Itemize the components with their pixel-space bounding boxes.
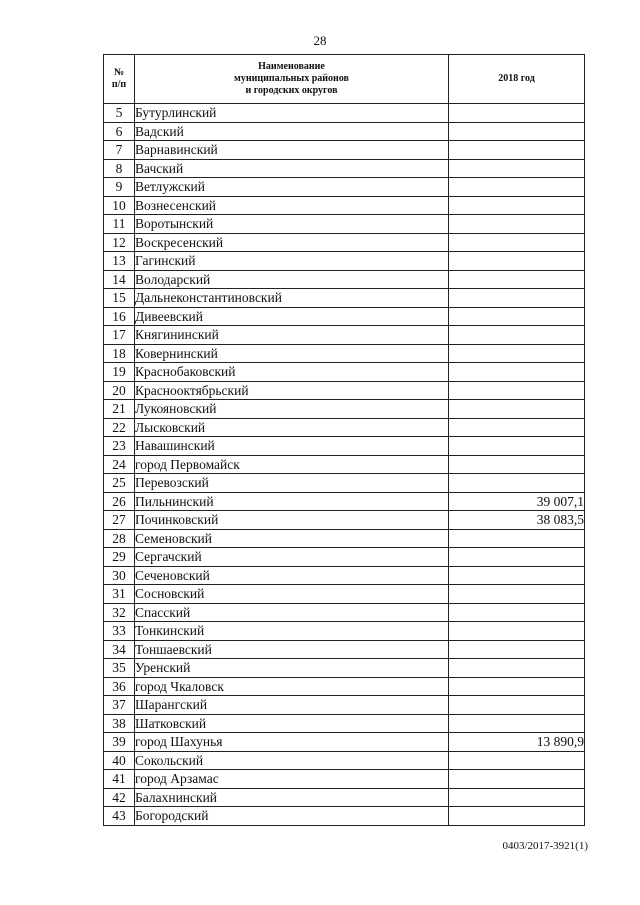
row-number: 7 xyxy=(104,141,135,160)
row-name: Шатковский xyxy=(135,714,449,733)
row-value xyxy=(449,677,585,696)
row-value xyxy=(449,788,585,807)
table-row xyxy=(104,363,585,382)
table-row xyxy=(104,437,585,456)
row-number: 22 xyxy=(104,418,135,437)
row-value: 13 890,9 xyxy=(449,733,585,752)
row-value xyxy=(449,807,585,826)
header-name xyxy=(135,55,449,104)
row-number: 19 xyxy=(104,363,135,382)
row-number: 39 xyxy=(104,733,135,752)
table-row xyxy=(104,622,585,641)
table-row xyxy=(104,455,585,474)
row-value xyxy=(449,474,585,493)
row-number: 26 xyxy=(104,492,135,511)
row-name: Дивеевский xyxy=(135,307,449,326)
table-row xyxy=(104,733,585,752)
row-value xyxy=(449,141,585,160)
page-number: 28 xyxy=(313,33,327,48)
row-value xyxy=(449,548,585,567)
row-value xyxy=(449,159,585,178)
row-name: Сергачский xyxy=(135,548,449,567)
table-row xyxy=(104,603,585,622)
row-name: город Шахунья xyxy=(135,733,449,752)
table-row xyxy=(104,529,585,548)
row-name: Вадский xyxy=(135,122,449,141)
table-row xyxy=(104,289,585,308)
header-name-line: муниципальных районов xyxy=(234,73,349,84)
row-value xyxy=(449,696,585,715)
row-value xyxy=(449,252,585,271)
row-value xyxy=(449,122,585,141)
table-row xyxy=(104,714,585,733)
row-value xyxy=(449,714,585,733)
row-name: Вачский xyxy=(135,159,449,178)
table-row xyxy=(104,492,585,511)
row-number: 18 xyxy=(104,344,135,363)
row-number: 29 xyxy=(104,548,135,567)
row-number: 13 xyxy=(104,252,135,271)
row-name: Балахнинский xyxy=(135,788,449,807)
row-name: Краснооктябрьский xyxy=(135,381,449,400)
row-name: Шарангский xyxy=(135,696,449,715)
header-num-line: п/п xyxy=(111,79,127,90)
row-number: 8 xyxy=(104,159,135,178)
row-name: Пильнинский xyxy=(135,492,449,511)
row-number: 20 xyxy=(104,381,135,400)
row-name: Воротынский xyxy=(135,215,449,234)
municipal-table xyxy=(103,54,585,826)
row-number: 43 xyxy=(104,807,135,826)
row-name: Вознесенский xyxy=(135,196,449,215)
row-number: 24 xyxy=(104,455,135,474)
table-row xyxy=(104,141,585,160)
table-row xyxy=(104,400,585,419)
table-row xyxy=(104,104,585,123)
row-name: Лукояновский xyxy=(135,400,449,419)
table-row xyxy=(104,585,585,604)
table-row xyxy=(104,215,585,234)
table-row xyxy=(104,511,585,530)
table-row xyxy=(104,122,585,141)
table-row xyxy=(104,751,585,770)
table-row xyxy=(104,270,585,289)
row-number: 41 xyxy=(104,770,135,789)
row-value: 38 083,5 xyxy=(449,511,585,530)
row-value xyxy=(449,770,585,789)
row-number: 11 xyxy=(104,215,135,234)
row-name: Гагинский xyxy=(135,252,449,271)
row-number: 5 xyxy=(104,104,135,123)
row-number: 14 xyxy=(104,270,135,289)
row-name: город Чкаловск xyxy=(135,677,449,696)
row-value xyxy=(449,529,585,548)
row-value xyxy=(449,751,585,770)
row-number: 9 xyxy=(104,178,135,197)
row-number: 28 xyxy=(104,529,135,548)
row-value xyxy=(449,659,585,678)
table-row xyxy=(104,233,585,252)
table-row xyxy=(104,566,585,585)
header-name-line: и городских округов xyxy=(245,85,338,96)
row-value xyxy=(449,566,585,585)
table-row xyxy=(104,548,585,567)
row-value xyxy=(449,104,585,123)
row-value xyxy=(449,326,585,345)
row-number: 38 xyxy=(104,714,135,733)
row-value xyxy=(449,178,585,197)
row-value xyxy=(449,289,585,308)
row-name: Сокольский xyxy=(135,751,449,770)
table-row xyxy=(104,770,585,789)
table-header-row xyxy=(104,55,585,104)
row-name: Тонкинский xyxy=(135,622,449,641)
header-year: 2018 год xyxy=(449,55,585,104)
row-name: Княгининский xyxy=(135,326,449,345)
row-name: Спасский xyxy=(135,603,449,622)
row-name: город Первомайск xyxy=(135,455,449,474)
row-value xyxy=(449,381,585,400)
row-name: город Арзамас xyxy=(135,770,449,789)
row-number: 37 xyxy=(104,696,135,715)
row-name: Сосновский xyxy=(135,585,449,604)
row-number: 42 xyxy=(104,788,135,807)
row-number: 36 xyxy=(104,677,135,696)
row-number: 31 xyxy=(104,585,135,604)
header-num xyxy=(104,55,135,104)
row-value xyxy=(449,270,585,289)
row-name: Воскресенский xyxy=(135,233,449,252)
row-name: Краснобаковский xyxy=(135,363,449,382)
row-value xyxy=(449,585,585,604)
table-row xyxy=(104,252,585,271)
row-name: Тоншаевский xyxy=(135,640,449,659)
row-number: 17 xyxy=(104,326,135,345)
row-number: 34 xyxy=(104,640,135,659)
row-number: 35 xyxy=(104,659,135,678)
row-value xyxy=(449,640,585,659)
row-value xyxy=(449,233,585,252)
table-row xyxy=(104,326,585,345)
header-num-line: № xyxy=(113,67,125,78)
row-value xyxy=(449,603,585,622)
row-value xyxy=(449,215,585,234)
row-number: 23 xyxy=(104,437,135,456)
table-row xyxy=(104,807,585,826)
row-name: Богородский xyxy=(135,807,449,826)
row-number: 30 xyxy=(104,566,135,585)
row-name: Варнавинский xyxy=(135,141,449,160)
table-row xyxy=(104,677,585,696)
row-number: 33 xyxy=(104,622,135,641)
row-name: Бутурлинский xyxy=(135,104,449,123)
table-row xyxy=(104,696,585,715)
table-row xyxy=(104,418,585,437)
table-row xyxy=(104,196,585,215)
row-name: Володарский xyxy=(135,270,449,289)
row-value xyxy=(449,418,585,437)
table-row xyxy=(104,178,585,197)
row-name: Ковернинский xyxy=(135,344,449,363)
row-number: 10 xyxy=(104,196,135,215)
row-value xyxy=(449,455,585,474)
row-number: 40 xyxy=(104,751,135,770)
row-number: 16 xyxy=(104,307,135,326)
row-name: Сеченовский xyxy=(135,566,449,585)
header-name-line: Наименование xyxy=(258,61,325,72)
row-number: 25 xyxy=(104,474,135,493)
row-value xyxy=(449,307,585,326)
table-row xyxy=(104,640,585,659)
table-row xyxy=(104,659,585,678)
row-value xyxy=(449,437,585,456)
row-number: 32 xyxy=(104,603,135,622)
row-value xyxy=(449,400,585,419)
document-code: 0403/2017-3921(1) xyxy=(502,840,588,852)
row-number: 12 xyxy=(104,233,135,252)
row-name: Семеновский xyxy=(135,529,449,548)
row-name: Навашинский xyxy=(135,437,449,456)
row-name: Починковский xyxy=(135,511,449,530)
row-value xyxy=(449,196,585,215)
row-number: 21 xyxy=(104,400,135,419)
row-value xyxy=(449,344,585,363)
table-body xyxy=(104,104,585,826)
table-row xyxy=(104,788,585,807)
row-value: 39 007,1 xyxy=(449,492,585,511)
row-name: Уренский xyxy=(135,659,449,678)
table-row xyxy=(104,474,585,493)
table-row xyxy=(104,159,585,178)
row-value xyxy=(449,363,585,382)
row-name: Лысковский xyxy=(135,418,449,437)
row-name: Ветлужский xyxy=(135,178,449,197)
row-value xyxy=(449,622,585,641)
table-row xyxy=(104,381,585,400)
row-name: Дальнеконстантиновский xyxy=(135,289,449,308)
row-name: Перевозский xyxy=(135,474,449,493)
row-number: 15 xyxy=(104,289,135,308)
row-number: 27 xyxy=(104,511,135,530)
table-row xyxy=(104,307,585,326)
row-number: 6 xyxy=(104,122,135,141)
table-row xyxy=(104,344,585,363)
